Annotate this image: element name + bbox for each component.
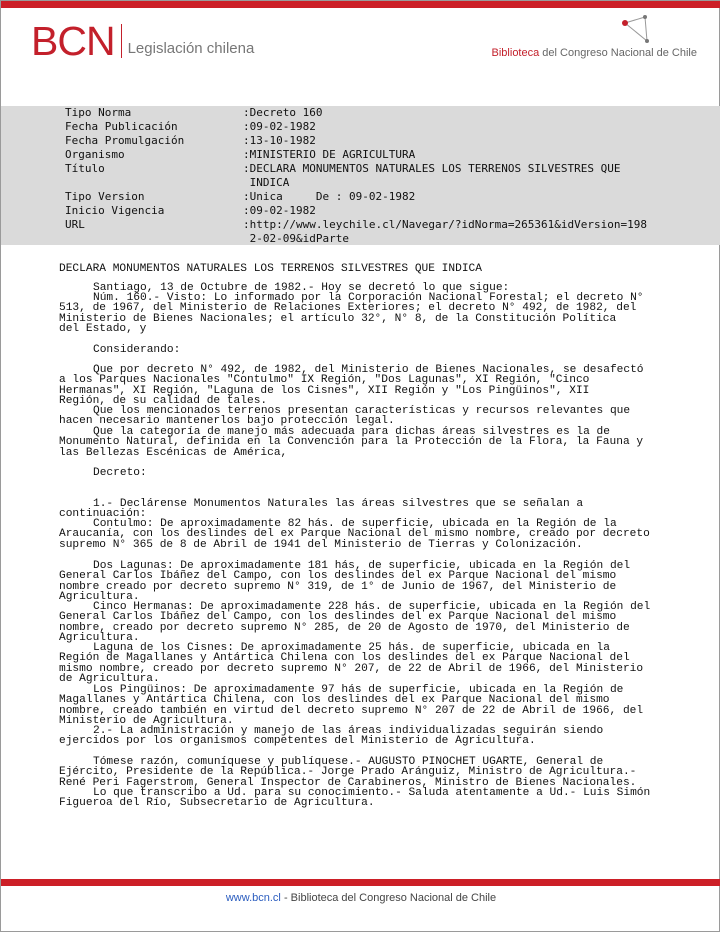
bottom-red-bar [1, 879, 720, 886]
paragraph-text: hacen necesario mantenerlos bajo protección legal. [59, 415, 395, 427]
paragraph-text: 513, de 1967, del Ministerio de Relaciones Exteriores; el decreto N° 492, de 1982, del Ministerio de Bienes Nacionales; el artículo 32°, N° 8, de la Constitución Política del Estado, y [59, 302, 637, 335]
paragraph-first-line: Tómese razón, comuníquese y publíquese.- AUGUSTO PINOCHET UGARTE, General de [93, 756, 604, 768]
footer-text: - Biblioteca del Congreso Nacional de Chile [280, 892, 497, 904]
paragraph-first-line: Núm. 160.- Visto: Lo informado por la Corporación Nacional Forestal; el decreto N° [93, 292, 644, 304]
paragraph-first-line: Que los mencionados terrenos presentan características y recursos relevantes que [93, 405, 631, 417]
meta-value: :09-02-1982 [243, 204, 316, 217]
meta-label: Inicio Vigencia [65, 204, 165, 217]
top-red-bar [1, 1, 720, 8]
section-heading: Decreto: [93, 467, 147, 479]
constellation-logo-icon [619, 13, 653, 45]
paragraph-text: ejercidos por los organismos competentes del Ministerio de Agricultura. [59, 735, 536, 747]
meta-label: Organismo [65, 148, 125, 161]
meta-value: :Unica De : 09-02-1982 [243, 190, 416, 203]
meta-label: Fecha Publicación [65, 120, 178, 133]
paragraph-text: Región de Magallanes y Antártica Chilena con los deslindes del ex Parque Nacional del mismo nombre, creado por decreto supremo N° 207, de 22 de Abril de 1966, del Ministerio de Agricultura. [59, 652, 644, 685]
paragraph-first-line: 2.- La administración y manejo de las áreas individualizadas seguirán siendo [93, 725, 604, 737]
meta-value: :13-10-1982 [243, 134, 316, 147]
paragraph-first-line: Cinco Hermanas: De aproximadamente 228 hás. de superficie, ubicada en la Región del [93, 601, 651, 613]
library-name: Biblioteca del Congreso Nacional de Chile [491, 47, 697, 59]
meta-url-value[interactable]: 2-02-09&idParte [243, 232, 349, 245]
paragraph-text: Ejército, Presidente de la República.- Jorge Prado Aránguiz, Ministro de Agricultura.- René Peri Fagerstrom, General Inspector de Carabineros, Ministro de Bienes Nacionales. [59, 766, 637, 789]
paragraph-text: General Carlos Ibáñez del Campo, con los deslindes del ex Parque Nacional del mismo nombre, creado por decreto supremo N° 285, de 20 de Agosto de 1970, del Ministerio de Agricultura. [59, 611, 630, 644]
logo-subtitle: Legislación chilena [127, 40, 255, 57]
meta-label: Tipo Norma [65, 106, 132, 119]
paragraph-first-line: Los Pingüinos: De aproximadamente 97 hás de superficie, ubicada en la Región de [93, 684, 624, 696]
paragraph-first-line: Lo que transcribo a Ud. para su conocimiento.- Saluda atentamente a Ud.- Luis Simón [93, 787, 651, 799]
meta-value: :MINISTERIO DE AGRICULTURA [243, 148, 416, 161]
paragraph-first-line: Contulmo: De aproximadamente 82 hás. de superficie, ubicada en la Región de la [93, 518, 617, 530]
paragraph-text: continuación: [59, 508, 147, 520]
meta-label: Tipo Version [65, 190, 145, 203]
decree-title: DECLARA MONUMENTOS NATURALES LOS TERRENOS SILVESTRES QUE INDICA [59, 263, 482, 275]
logo-bcn-text: BCN [31, 18, 115, 64]
paragraph-first-line: Dos Lagunas: De aproximadamente 181 hás, de superficie, ubicada en la Región del [93, 560, 631, 572]
paragraph-text: General Carlos Ibáñez del Campo, con los deslindes del ex Parque Nacional del mismo nombre creado por decreto supremo N° 319, de 1° de Junio de 1967, del Ministerio de Agricultura. [59, 570, 617, 603]
page-footer [1, 892, 720, 904]
meta-value: :DECLARA MONUMENTOS NATURALES LOS TERRENOS SILVESTRES QUE [243, 162, 621, 175]
meta-value: INDICA [243, 176, 290, 189]
meta-label: Título [65, 162, 105, 175]
paragraph-text: Monumento Natural, definida en la Convención para la Protección de la Flora, la Fauna y las Bellezas Escénicas de América, [59, 436, 644, 459]
paragraph-text: Araucanía, con los deslindes del ex Parque Nacional del mismo nombre, creado por decreto supremo N° 365 de 8 de Abril de 1941 del Ministerio de Tierras y Colonización. [59, 528, 650, 551]
paragraph-first-line: 1.- Declárense Monumentos Naturales las áreas silvestres que se señalan a [93, 498, 584, 510]
paragraph-first-line: Que por decreto N° 492, de 1982, del Ministerio de Bienes Nacionales, se desafectó [93, 364, 644, 376]
paragraph-text: a los Parques Nacionales "Contulmo" IX Región, "Dos Lagunas", XI Región, "Cinco Hermanas", XI Región, "Laguna de los Cisnes", XII Región y "Los Pingüinos", XII Región, de su calidad de tales. [59, 374, 590, 407]
section-heading: Considerando: [93, 344, 181, 356]
meta-label: URL [65, 218, 85, 231]
paragraph-first-line: Laguna de los Cisnes: De aproximadamente 25 hás. de superficie, ubicada en la [93, 642, 610, 654]
logo-separator [121, 24, 122, 58]
metadata-panel [1, 106, 720, 245]
meta-label: Fecha Promulgación [65, 134, 185, 147]
paragraph-first-line: Que la categoría de manejo más adecuada para dichas áreas silvestres es la de [93, 426, 610, 438]
library-brand[interactable] [491, 11, 697, 71]
meta-value: :Decreto 160 [243, 106, 323, 119]
footer-link[interactable]: www.bcn.cl [225, 892, 281, 904]
paragraph-first-line: Santiago, 13 de Octubre de 1982.- Hoy se decretó lo que sigue: [93, 282, 510, 294]
paragraph-text: Magallanes y Antártica Chilena, con los deslindes del ex Parque Nacional del mismo nombre, creado también en virtud del decreto supremo N° 207 de 22 de Abril de 1966, del Ministerio de Agricultura. [59, 694, 644, 727]
meta-url-value[interactable]: :http://www.leychile.cl/Navegar/?idNorma=265361&idVersion=198 [243, 218, 647, 231]
bcn-logo[interactable] [31, 17, 255, 64]
paragraph-text: Figueroa del Río, Subsecretario de Agricultura. [59, 797, 375, 809]
meta-value: :09-02-1982 [243, 120, 316, 133]
